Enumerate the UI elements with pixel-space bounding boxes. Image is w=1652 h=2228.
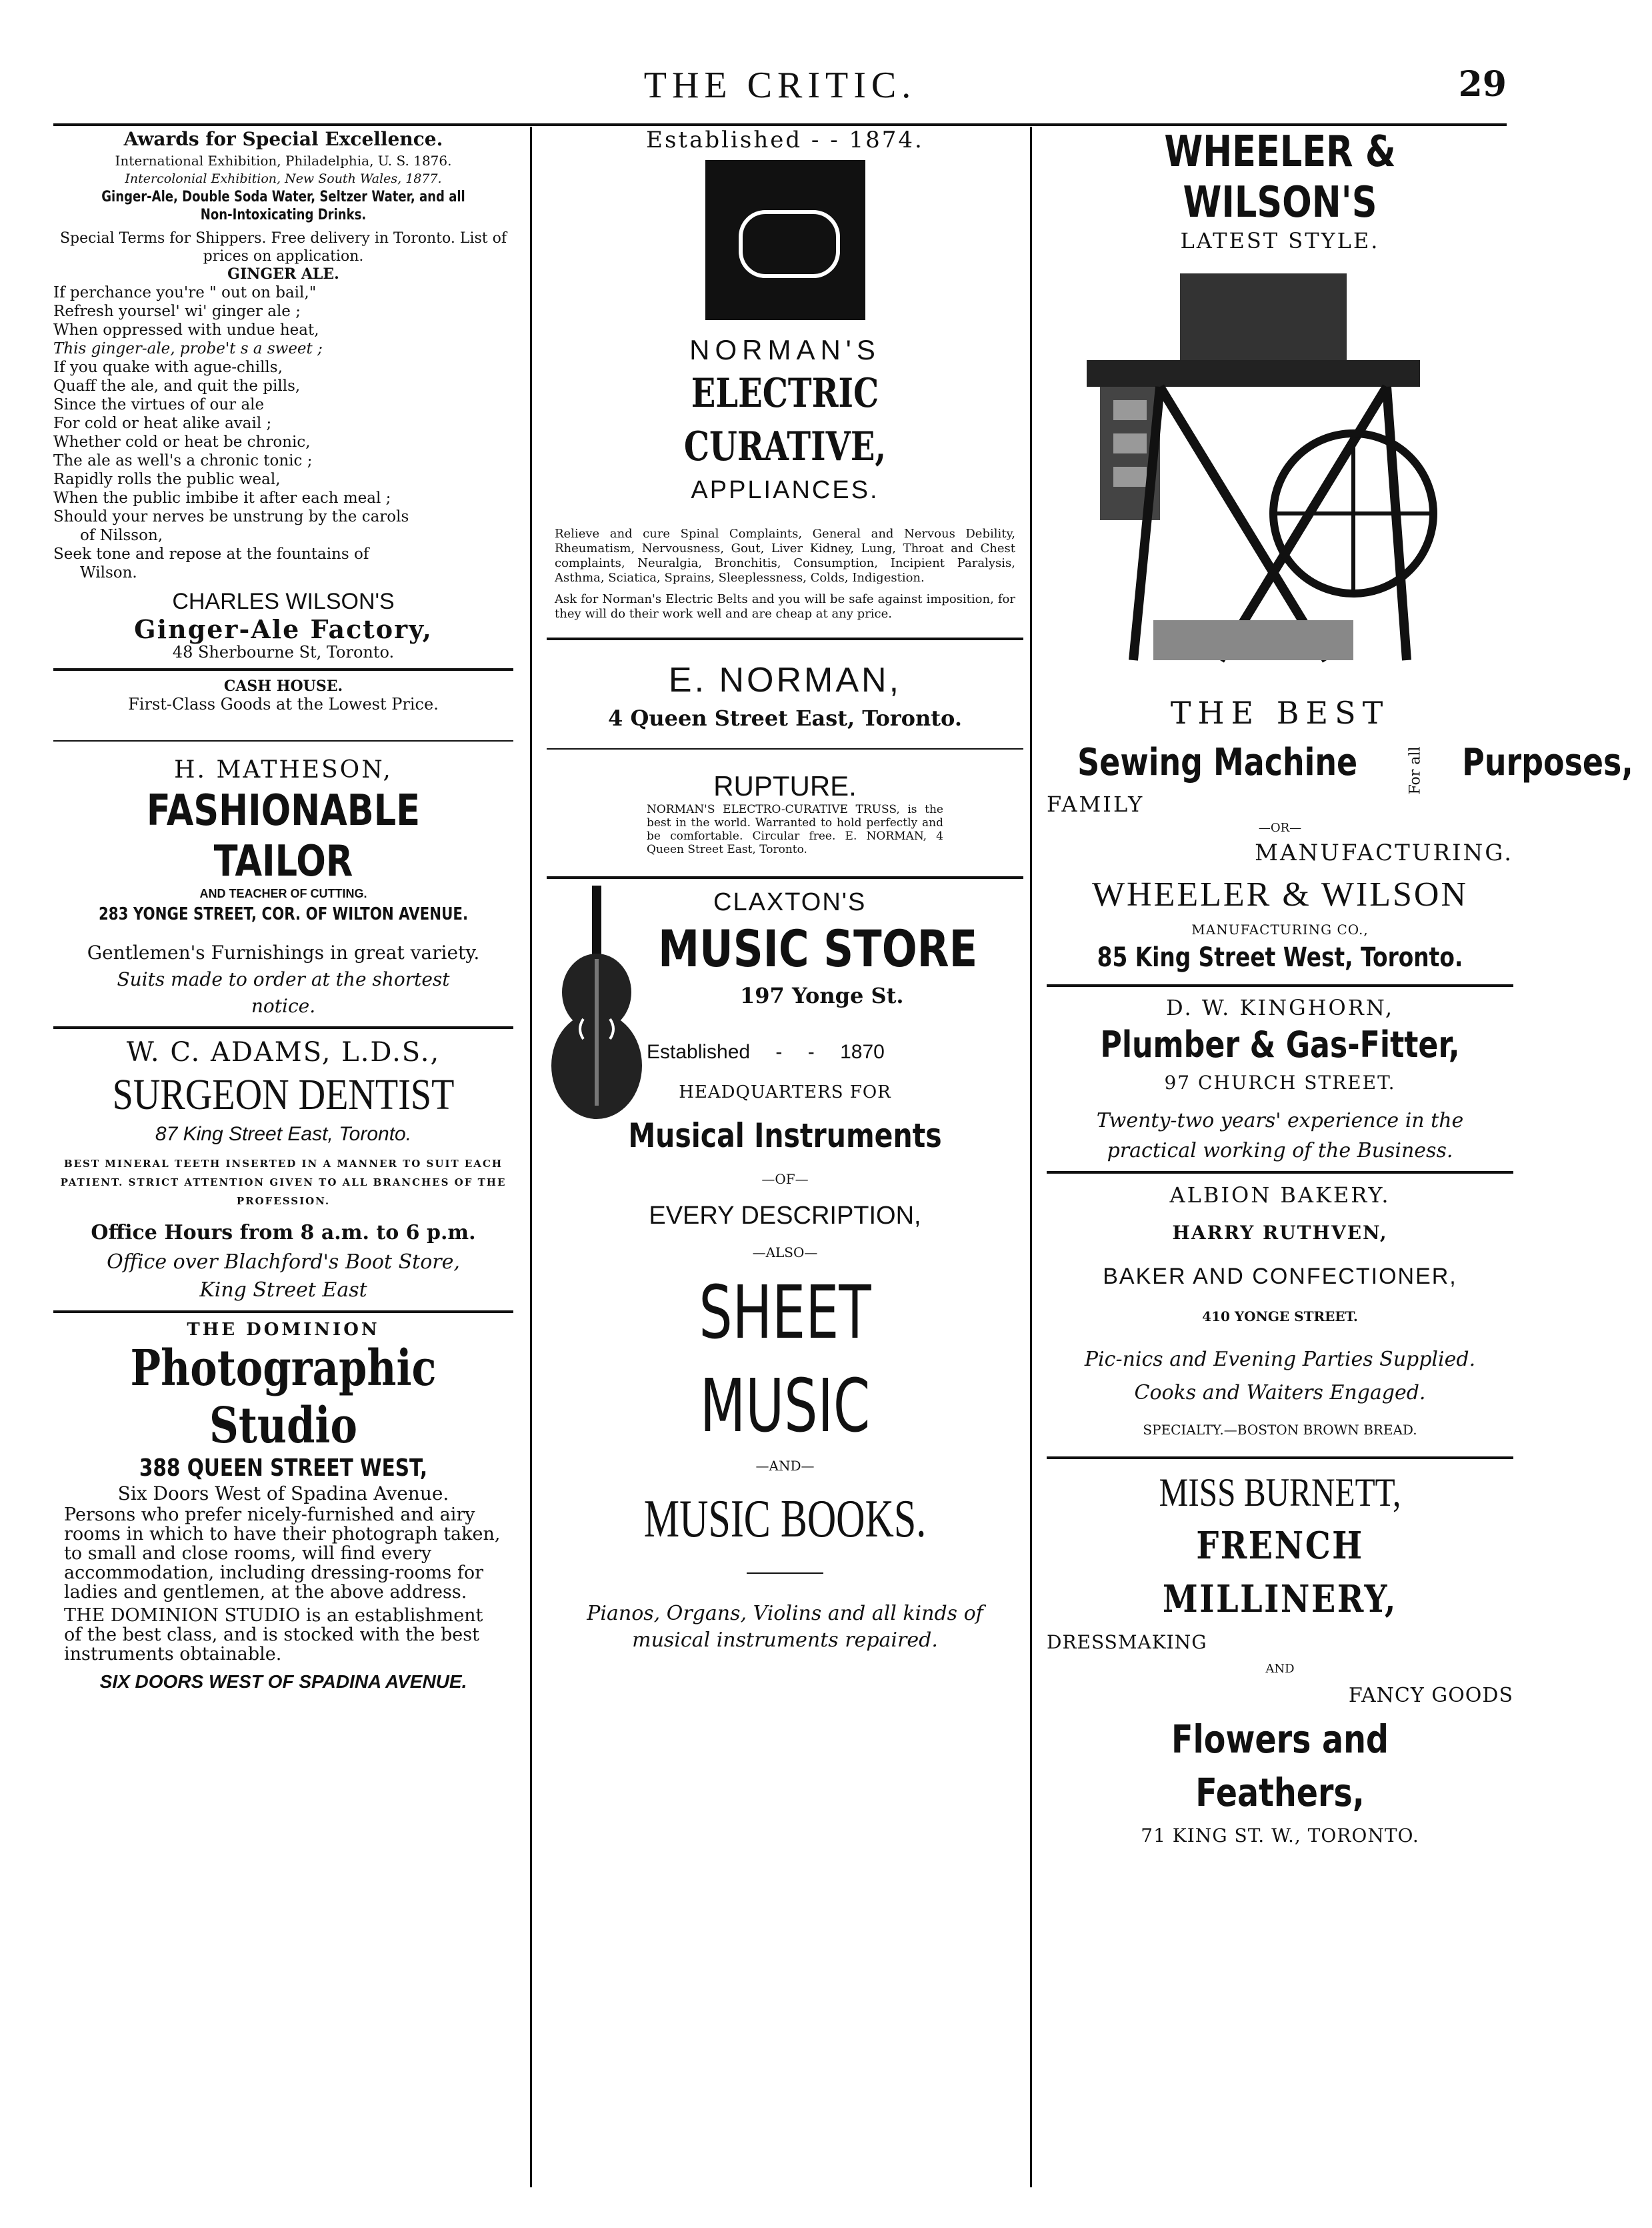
cash-heading: CASH HOUSE. xyxy=(223,678,343,695)
ad-norman xyxy=(547,127,1023,856)
poem-line: Since the virtues of our ale xyxy=(53,396,265,413)
claxton-address: 197 Yonge St. xyxy=(740,983,904,1008)
column-3 xyxy=(1047,127,1633,2187)
divider xyxy=(1047,984,1513,987)
tailor-line: Gentlemen's Furnishings in great variety. xyxy=(87,942,480,964)
wheeler-latest: LATEST STYLE. xyxy=(1180,228,1380,253)
poem-line: Quaff the ale, and quit the pills, xyxy=(53,377,301,395)
poem-title: GINGER ALE. xyxy=(227,265,339,283)
claxton-sheet: SHEET MUSIC xyxy=(699,1270,871,1448)
divider xyxy=(53,668,513,671)
ad-cash-house xyxy=(53,678,513,714)
poem-line: If you quake with ague-chills, xyxy=(53,359,283,376)
studio-sub: Six Doors West of Spadina Avenue. xyxy=(117,1482,449,1504)
sewing-machine-illustration xyxy=(1047,260,1447,687)
kinghorn-exp: practical working of the Business. xyxy=(1107,1139,1453,1162)
poem-line: Should your nerves be unstrung by the carols xyxy=(53,508,409,525)
burnett-and: AND xyxy=(1265,1662,1295,1676)
award-line: Intercolonial Exhibition, New South Wales, 1877. xyxy=(125,171,442,186)
cash-line: First-Class Goods at the Lowest Price. xyxy=(128,695,439,714)
tailor-trade: FASHIONABLE TAILOR xyxy=(146,786,421,886)
burnett-dress: DRESSMAKING xyxy=(1047,1631,1207,1653)
page-header xyxy=(53,60,1507,126)
award-line: International Exhibition, Philadelphia, U. S. 1876. xyxy=(115,153,452,169)
poem-line: of Nilsson, xyxy=(80,527,163,544)
studio-name: Photographic Studio xyxy=(130,1340,437,1454)
column-2 xyxy=(547,127,1023,2187)
column-rule xyxy=(1030,127,1032,2187)
norman-established: Established - - 1874. xyxy=(646,127,924,153)
norman-fine: Relieve and cure Spinal Complaints, General and Nervous Debility, Rheumatism, Nervousness, Gout, Liver Kidney, Lung, Throat and Chest complaints, Neuralgia, Bronchitis, Consumption, Incipient Paralysis, Asthma, Sciatica, Sprains, Sleeplessness, Colds, Indigestion. xyxy=(555,527,1015,585)
norman-address: 4 Queen Street East, Toronto. xyxy=(608,706,962,731)
divider xyxy=(1047,1171,1513,1174)
albion-heading: ALBION BAKERY. xyxy=(1169,1182,1391,1208)
wheeler-name: WHEELER & WILSON'S xyxy=(1164,127,1396,227)
dentist-fine: BEST MINERAL TEETH INSERTED IN A MANNER TO SUIT EACH PATIENT. STRICT ATTENTION GIVEN TO ALL BRANCHES OF THE PROFESSION. xyxy=(60,1158,507,1207)
wheeler-forall: For all xyxy=(1407,746,1424,795)
studio-heading: THE DOMINION xyxy=(187,1320,380,1340)
norman-product: ELECTRIC CURATIVE, xyxy=(683,370,887,470)
machine-line xyxy=(1047,736,1633,795)
poem-line: When the public imbibe it after each meal ; xyxy=(53,489,391,507)
studio-footer: SIX DOORS WEST OF SPADINA AVENUE. xyxy=(99,1671,467,1692)
dentist-name: W. C. ADAMS, L.D.S., xyxy=(126,1037,441,1068)
divider xyxy=(53,1310,513,1313)
burnett-address: 71 KING ST. W., TORONTO. xyxy=(1141,1825,1419,1847)
kinghorn-name: D. W. KINGHORN, xyxy=(1166,995,1394,1020)
divider xyxy=(547,638,1023,640)
claxton-repair: Pianos, Organs, Violins and all kinds of musical instruments repaired. xyxy=(587,1602,983,1652)
column-1 xyxy=(53,127,513,2187)
ad-ginger-ale xyxy=(53,127,513,662)
ad-kinghorn xyxy=(1047,994,1513,1164)
ad-wheeler-wilson xyxy=(1047,127,1633,978)
claxton-name: CLAXTON'S xyxy=(713,888,867,916)
burnett-name: MISS BURNETT, xyxy=(1159,1470,1401,1514)
dentist-office: Office over Blachford's Boot Store, xyxy=(107,1250,460,1274)
ad-burnett xyxy=(1047,1466,1513,1853)
claxton-books: MUSIC BOOKS. xyxy=(643,1490,927,1548)
divider xyxy=(53,740,513,742)
page-number: 29 xyxy=(1458,64,1507,105)
rupture-text: NORMAN'S ELECTRO-CURATIVE TRUSS, is the best in the world. Warranted to hold perfectly and be comfortable. Circular free. E. NORMAN, 4 Queen Street East, Toronto. xyxy=(647,803,943,856)
studio-body: Persons who prefer nicely-furnished and airy rooms in which to have their photograph taken, to small and close rooms, will find every accommodation, including dressing-rooms for ladies and gentlemen, at the above address. xyxy=(64,1504,501,1602)
poem-line: For cold or heat alike avail ; xyxy=(53,415,272,432)
kinghorn-address: 97 CHURCH STREET. xyxy=(1164,1072,1396,1094)
ad-claxton xyxy=(547,886,1023,1654)
wheeler-company: WHEELER & WILSON xyxy=(1091,876,1469,914)
tailor-sub: AND TEACHER OF CUTTING. xyxy=(199,887,367,900)
factory-address: 48 Sherbourne St, Toronto. xyxy=(172,643,395,662)
norman-sub: APPLIANCES. xyxy=(691,476,879,504)
claxton-store: MUSIC STORE xyxy=(658,919,978,978)
norman-owner: E. NORMAN, xyxy=(668,661,902,700)
poem-line: Refresh yoursel' wi' ginger ale ; xyxy=(53,303,301,320)
claxton-also: —ALSO— xyxy=(752,1244,818,1260)
wheeler-family: FAMILY xyxy=(1047,792,1145,817)
wheeler-machine: Sewing Machine xyxy=(1077,741,1358,784)
wheeler-or: —OR— xyxy=(1258,821,1302,835)
ad-albion-bakery xyxy=(1047,1180,1513,1450)
wheeler-best: THE BEST xyxy=(1170,695,1390,731)
divider xyxy=(747,1572,823,1574)
studio-body: THE DOMINION STUDIO is an establishment of the best class, and is stocked with the best instruments obtainable. xyxy=(64,1605,483,1664)
claxton-and: —AND— xyxy=(755,1458,815,1474)
wheeler-purposes: Purposes, xyxy=(1461,741,1633,784)
albion-line: Cooks and Waiters Engaged. xyxy=(1134,1381,1426,1404)
albion-trade: BAKER AND CONFECTIONER, xyxy=(1103,1264,1457,1289)
rupture-heading: RUPTURE. xyxy=(713,770,857,802)
dentist-address: 87 King Street East, Toronto. xyxy=(155,1123,412,1145)
norman-name: NORMAN'S xyxy=(689,334,881,365)
tailor-line: Suits made to order at the shortest xyxy=(117,968,450,990)
poem-line: If perchance you're " out on bail," xyxy=(53,284,317,301)
divider xyxy=(547,748,1023,750)
factory-name: Ginger-Ale Factory, xyxy=(134,614,433,644)
poem-line: Whether cold or heat be chronic, xyxy=(53,433,311,451)
ad-matheson xyxy=(53,755,513,1020)
ad-adams-dentist xyxy=(53,1036,513,1304)
poem-line: This ginger-ale, probe't s a sweet ; xyxy=(53,340,323,357)
divider xyxy=(53,1026,513,1029)
norman-fine: Ask for Norman's Electric Belts and you will be safe against imposition, for they will do their work well and are cheap at any price. xyxy=(555,592,1015,621)
wheeler-address: 85 King Street West, Toronto. xyxy=(1097,942,1463,973)
awards-heading: Awards for Special Excellence. xyxy=(123,128,443,150)
albion-specialty: SPECIALTY.—BOSTON BROWN BREAD. xyxy=(1143,1422,1417,1438)
belt-engraving xyxy=(705,160,865,320)
dentist-office: King Street East xyxy=(199,1278,367,1302)
poem-line: The ale as well's a chronic tonic ; xyxy=(53,452,313,469)
claxton-of: —OF— xyxy=(761,1171,809,1187)
poem-line: Seek tone and repose at the fountains of xyxy=(53,545,369,563)
dentist-trade: SURGEON DENTIST xyxy=(112,1070,455,1119)
burnett-trade: FRENCH MILLINERY, xyxy=(1163,1524,1397,1621)
albion-owner: HARRY RUTHVEN, xyxy=(1172,1222,1388,1244)
albion-line: Pic-nics and Evening Parties Supplied. xyxy=(1084,1348,1476,1371)
newspaper-title: THE CRITIC. xyxy=(643,65,917,106)
claxton-instruments: Musical Instruments xyxy=(628,1116,942,1155)
dentist-hours: Office Hours from 8 a.m. to 6 p.m. xyxy=(91,1221,476,1244)
claxton-established: Established - - 1870 xyxy=(647,1041,885,1063)
tailor-address: 283 YONGE STREET, COR. OF WILTON AVENUE. xyxy=(98,904,469,924)
poem-line: When oppressed with undue heat, xyxy=(53,321,319,339)
column-rule xyxy=(530,127,532,2187)
kinghorn-exp: Twenty-two years' experience in the xyxy=(1096,1109,1464,1132)
burnett-fancy: FANCY GOODS xyxy=(1348,1684,1513,1707)
firm-name: CHARLES WILSON'S xyxy=(172,589,395,614)
divider xyxy=(1047,1456,1513,1459)
tailor-line: notice. xyxy=(251,995,316,1017)
burnett-flowers: Flowers and Feathers, xyxy=(1171,1717,1389,1815)
wheeler-manufacturing: MANUFACTURING. xyxy=(1255,840,1513,866)
studio-address: 388 QUEEN STREET WEST, xyxy=(139,1454,428,1482)
kinghorn-trade: Plumber & Gas-Fitter, xyxy=(1100,1024,1460,1066)
ginger-ale-poem xyxy=(53,283,513,582)
terms-line: Special Terms for Shippers. Free delivery in Toronto. List of prices on application. xyxy=(59,230,507,265)
tailor-name: H. MATHESON, xyxy=(174,756,393,784)
claxton-every: EVERY DESCRIPTION, xyxy=(649,1202,921,1230)
products-line: Ginger-Ale, Double Soda Water, Seltzer Water, and all Non-Intoxicating Drinks. xyxy=(101,189,465,223)
divider xyxy=(547,876,1023,879)
poem-line: Rapidly rolls the public weal, xyxy=(53,471,281,488)
claxton-hq: HEADQUARTERS FOR xyxy=(679,1082,891,1102)
wheeler-company-sub: MANUFACTURING CO., xyxy=(1191,922,1369,938)
poem-line: Wilson. xyxy=(80,564,137,582)
ad-dominion-studio xyxy=(53,1320,513,1696)
albion-address: 410 YONGE STREET. xyxy=(1202,1308,1358,1324)
